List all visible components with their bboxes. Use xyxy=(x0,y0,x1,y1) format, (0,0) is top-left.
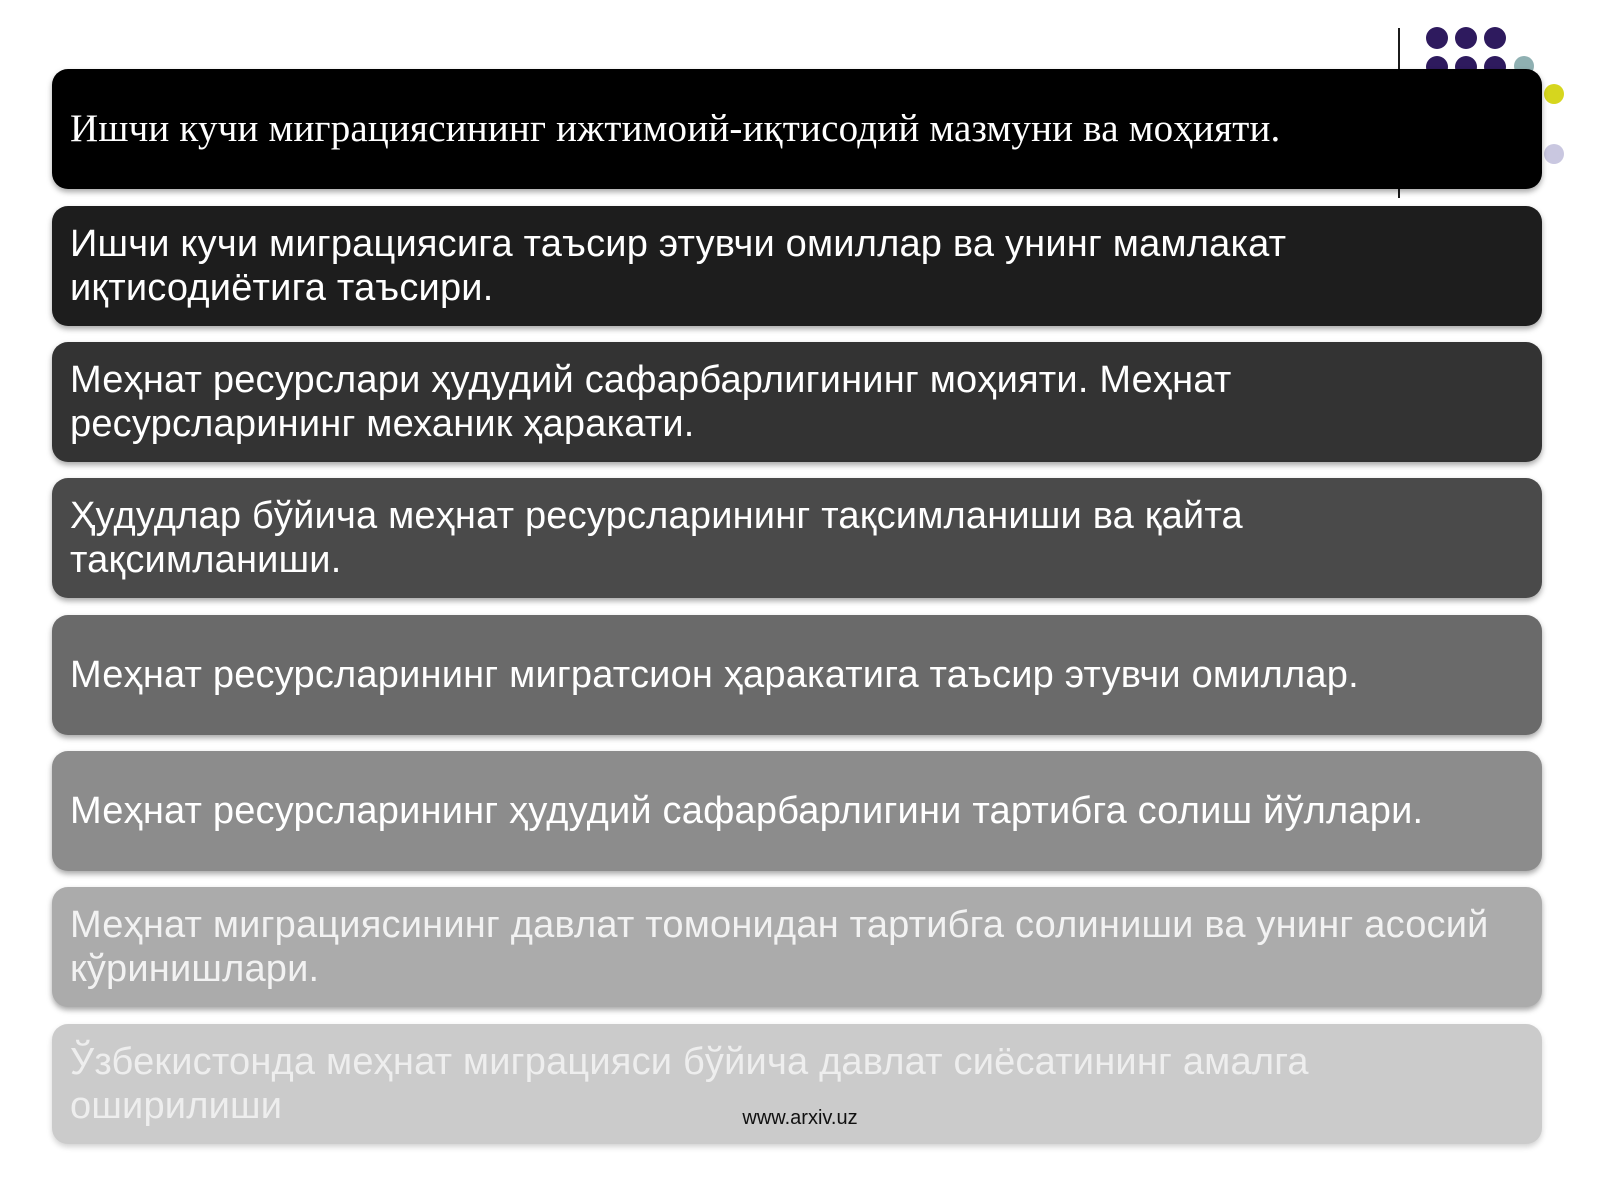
topic-bar-5 xyxy=(52,615,1542,735)
topic-bar-1 xyxy=(52,69,1542,189)
topic-text: Меҳнат ресурслари ҳудудий сафарбарлигининг моҳияти. Меҳнат ресурсларининг механик ҳаракати. xyxy=(70,359,1232,445)
topic-bar-4 xyxy=(52,478,1542,598)
topic-bar-3 xyxy=(52,342,1542,462)
topic-text: Меҳнат ресурсларининг мигратсион ҳаракатига таъсир этувчи омиллар. xyxy=(70,654,1359,696)
decorative-dot xyxy=(1426,27,1448,49)
topic-text: Ишчи кучи миграциясига таъсир этувчи омиллар ва унинг мамлакат иқтисодиётига таъсири. xyxy=(70,223,1287,309)
decorative-dot xyxy=(1484,27,1506,49)
topic-text: Меҳнат ресурсларининг ҳудудий сафарбарлигини тартибга солиш йўллари. xyxy=(70,790,1424,832)
topic-bar-7 xyxy=(52,887,1542,1007)
topic-bar-2 xyxy=(52,206,1542,326)
topic-bar-6 xyxy=(52,751,1542,871)
decorative-dot xyxy=(1544,144,1564,164)
topic-text: Ҳудудлар бўйича меҳнат ресурсларининг тақсимланиши ва қайта тақсимланиши. xyxy=(70,495,1243,581)
watermark-link[interactable]: www.arxiv.uz xyxy=(742,1107,858,1129)
topic-text: Меҳнат миграциясининг давлат томонидан тартибга солиниши ва унинг асосий кўринишлари. xyxy=(70,904,1489,990)
topic-text: Ўзбекистонда меҳнат миграцияси бўйича давлат сиёсатининг амалга оширилиши xyxy=(70,1041,1309,1127)
decorative-dot xyxy=(1544,84,1564,104)
decorative-dot xyxy=(1455,27,1477,49)
topic-text: Ишчи кучи миграциясининг ижтимоий-иқтисодий мазмуни ва моҳияти. xyxy=(70,107,1281,150)
